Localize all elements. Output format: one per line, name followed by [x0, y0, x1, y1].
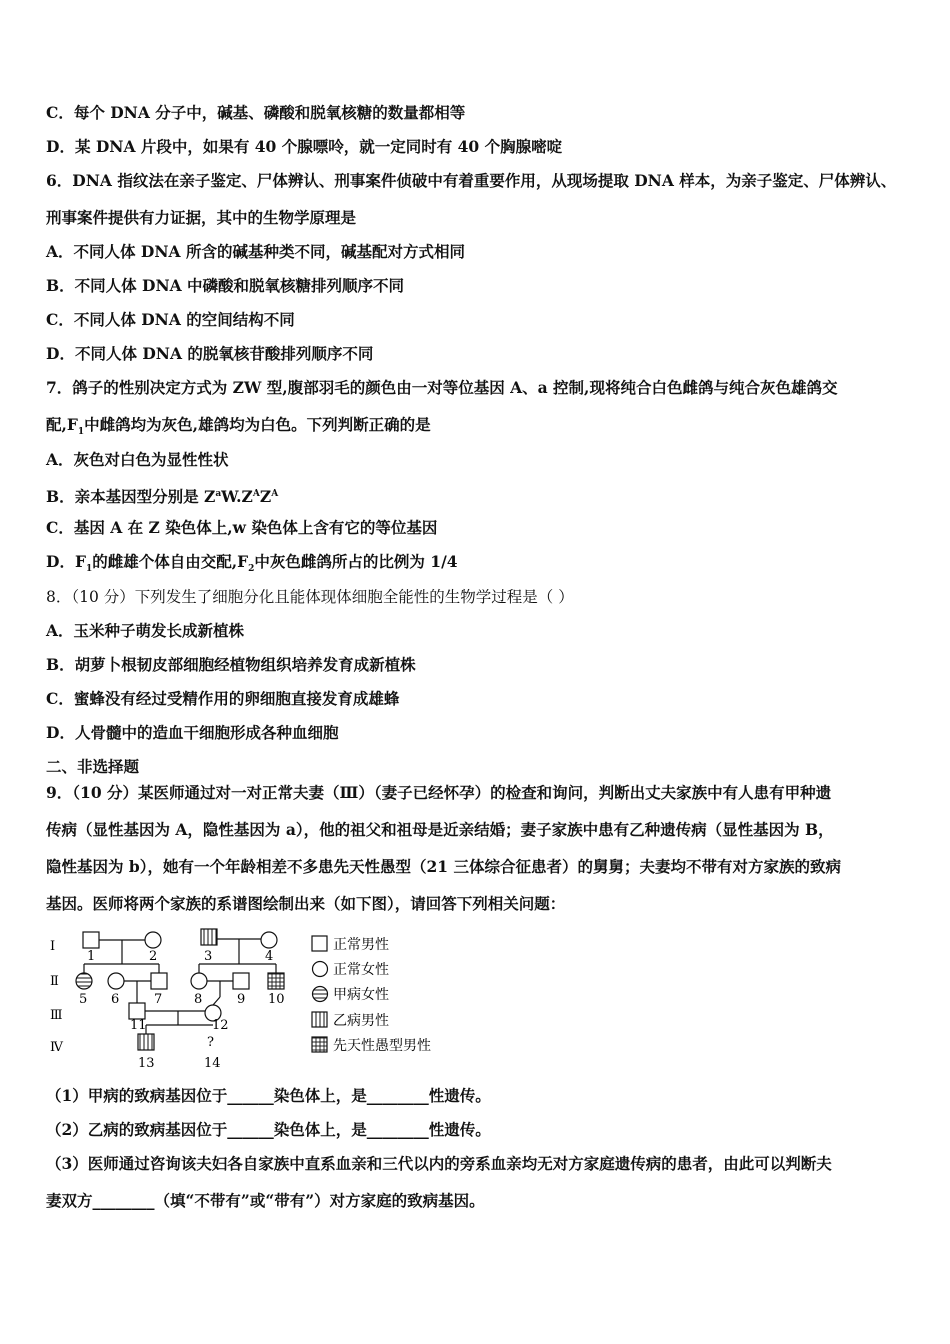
legend-normal-female-icon	[313, 962, 328, 977]
legend-label-normal-female: 正常女性	[333, 962, 389, 978]
label-8: 8	[194, 992, 203, 1007]
individual-5	[76, 973, 92, 989]
q7-stem-line2: 配$,F_1$中雌鸽均为灰色,雄鸽均为白色。下列判断正确的是	[46, 415, 431, 438]
legend-label-disease-a-female: 甲病女性	[333, 987, 389, 1003]
q8-option-c: C．蜜蜂没有经过受精作用的卵细胞直接发育成雄蜂	[46, 689, 400, 708]
generation-label-3: Ⅲ	[50, 1008, 63, 1023]
q5-option-d: D．某 DNA 片段中，如果有 40 个腺嘌呤，就一定同时有 40 个胸腺嘧啶	[46, 137, 563, 156]
q6-option-b: B．不同人体 DNA 中磷酸和脱氧核糖排列顺序不同	[46, 276, 405, 295]
label-14: 14	[204, 1056, 221, 1071]
label-unknown: ?	[207, 1035, 214, 1050]
q6-option-a: A．不同人体 DNA 所含的碱基种类不同，碱基配对方式相同	[46, 242, 465, 261]
legend-disease-a-female-icon	[313, 987, 328, 1002]
generation-label-2: Ⅱ	[50, 974, 59, 989]
q9-sub1: （1）甲病的致病基因位于______染色体上，是________性遗传。	[46, 1086, 491, 1105]
individual-1	[83, 932, 99, 948]
legend-normal-male-icon	[312, 936, 327, 951]
label-10: 10	[268, 992, 285, 1007]
q8-option-b: B．胡萝卜根韧皮部细胞经植物组织培养发育成新植株	[46, 655, 416, 674]
pedigree-diagram	[46, 924, 466, 1074]
generation-label-4: Ⅳ	[50, 1040, 63, 1055]
label-1: 1	[87, 949, 96, 964]
label-5: 5	[79, 992, 88, 1007]
legend-disease-b-male-icon	[312, 1012, 327, 1027]
q7-stem-line1: 7．鸽子的性别决定方式为 ZW 型,腹部羽毛的颜色由一对等位基因 A、a 控制,现将纯合白色雌鸽与纯合灰色雄鸽交	[46, 378, 838, 397]
q7-option-b: B．亲本基因型分别是 $Z^aW.Z^AZ^A$	[46, 487, 279, 507]
q9-sub2: （2）乙病的致病基因位于______染色体上，是________性遗传。	[46, 1120, 491, 1139]
q9-sub3-line1: （3）医师通过咨询该夫妇各自家族中直系血亲和三代以内的旁系血亲均无对方家庭遗传病的患者，由此可以判断夫	[46, 1154, 832, 1173]
individual-4	[261, 932, 277, 948]
legend-label-down-syndrome-male: 先天性愚型男性	[333, 1038, 431, 1054]
q7-option-d: D．$F_1$的雌雄个体自由交配$,F_2$中灰色雌鸽所占的比例为 1/4	[46, 552, 458, 575]
individual-6	[108, 973, 124, 989]
individual-7	[151, 973, 167, 989]
q8-option-d: D．人骨髓中的造血干细胞形成各种血细胞	[46, 723, 339, 742]
individual-2	[145, 932, 161, 948]
q9-stem-line2: 传病（显性基因为 A，隐性基因为 a），他的祖父和祖母是近亲结婚；妻子家族中患有乙种遗传病（显性基因为 B，	[46, 820, 834, 839]
label-11: 11	[130, 1018, 147, 1033]
individual-10	[268, 973, 284, 989]
q7-option-c: C．基因 A 在 Z 染色体上,w 染色体上含有它的等位基因	[46, 518, 438, 537]
label-13: 13	[138, 1056, 155, 1071]
q5-option-c: C．每个 DNA 分子中，碱基、磷酸和脱氧核糖的数量都相等	[46, 103, 466, 122]
q6-stem-line2: 刑事案件提供有力证据，其中的生物学原理是	[46, 208, 357, 227]
legend-label-disease-b-male: 乙病男性	[333, 1013, 389, 1029]
q9-stem-line4: 基因。医师将两个家族的系谱图绘制出来（如下图），请回答下列相关问题：	[46, 894, 566, 913]
q6-option-d: D．不同人体 DNA 的脱氧核苷酸排列顺序不同	[46, 344, 374, 363]
label-7: 7	[154, 992, 163, 1007]
q9-sub3-line2: 妻双方________（填“不带有”或“带有”）对方家庭的致病基因。	[46, 1191, 485, 1210]
q8-stem: 8．（10 分）下列发生了细胞分化且能体现体细胞全能性的生物学过程是（ ）	[46, 588, 574, 606]
individual-9	[233, 973, 249, 989]
label-3: 3	[204, 949, 213, 964]
individual-8	[191, 973, 207, 989]
label-2: 2	[149, 949, 158, 964]
individual-13	[138, 1034, 154, 1050]
q9-stem-line3: 隐性基因为 b），她有一个年龄相差不多患先天性愚型（21 三体综合征患者）的舅舅；夫妻均不带有对方家族的致病	[46, 857, 841, 876]
label-12: 12	[212, 1018, 229, 1033]
q7-option-a: A．灰色对白色为显性性状	[46, 450, 229, 469]
individual-3	[201, 929, 217, 945]
q6-option-c: C．不同人体 DNA 的空间结构不同	[46, 310, 295, 329]
legend-label-normal-male: 正常男性	[333, 937, 389, 953]
q9-stem-line1: 9．（10 分）某医师通过对一对正常夫妻（Ⅲ）（妻子已经怀孕）的检查和询问，判断出丈夫家族中有人患有甲种遗	[46, 783, 832, 802]
q8-option-a: A．玉米种子萌发长成新植株	[46, 621, 245, 640]
label-4: 4	[265, 949, 274, 964]
section-heading: 二、非选择题	[46, 757, 140, 776]
q6-stem-line1: 6．DNA 指纹法在亲子鉴定、尸体辨认、刑事案件侦破中有着重要作用，从现场提取 DNA 样本，为亲子鉴定、尸体辨认、	[46, 171, 897, 190]
individual-11	[129, 1003, 145, 1019]
generation-label-1: Ⅰ	[50, 939, 56, 954]
label-6: 6	[111, 992, 120, 1007]
label-9: 9	[237, 992, 246, 1007]
legend-down-syndrome-male-icon	[312, 1037, 327, 1052]
